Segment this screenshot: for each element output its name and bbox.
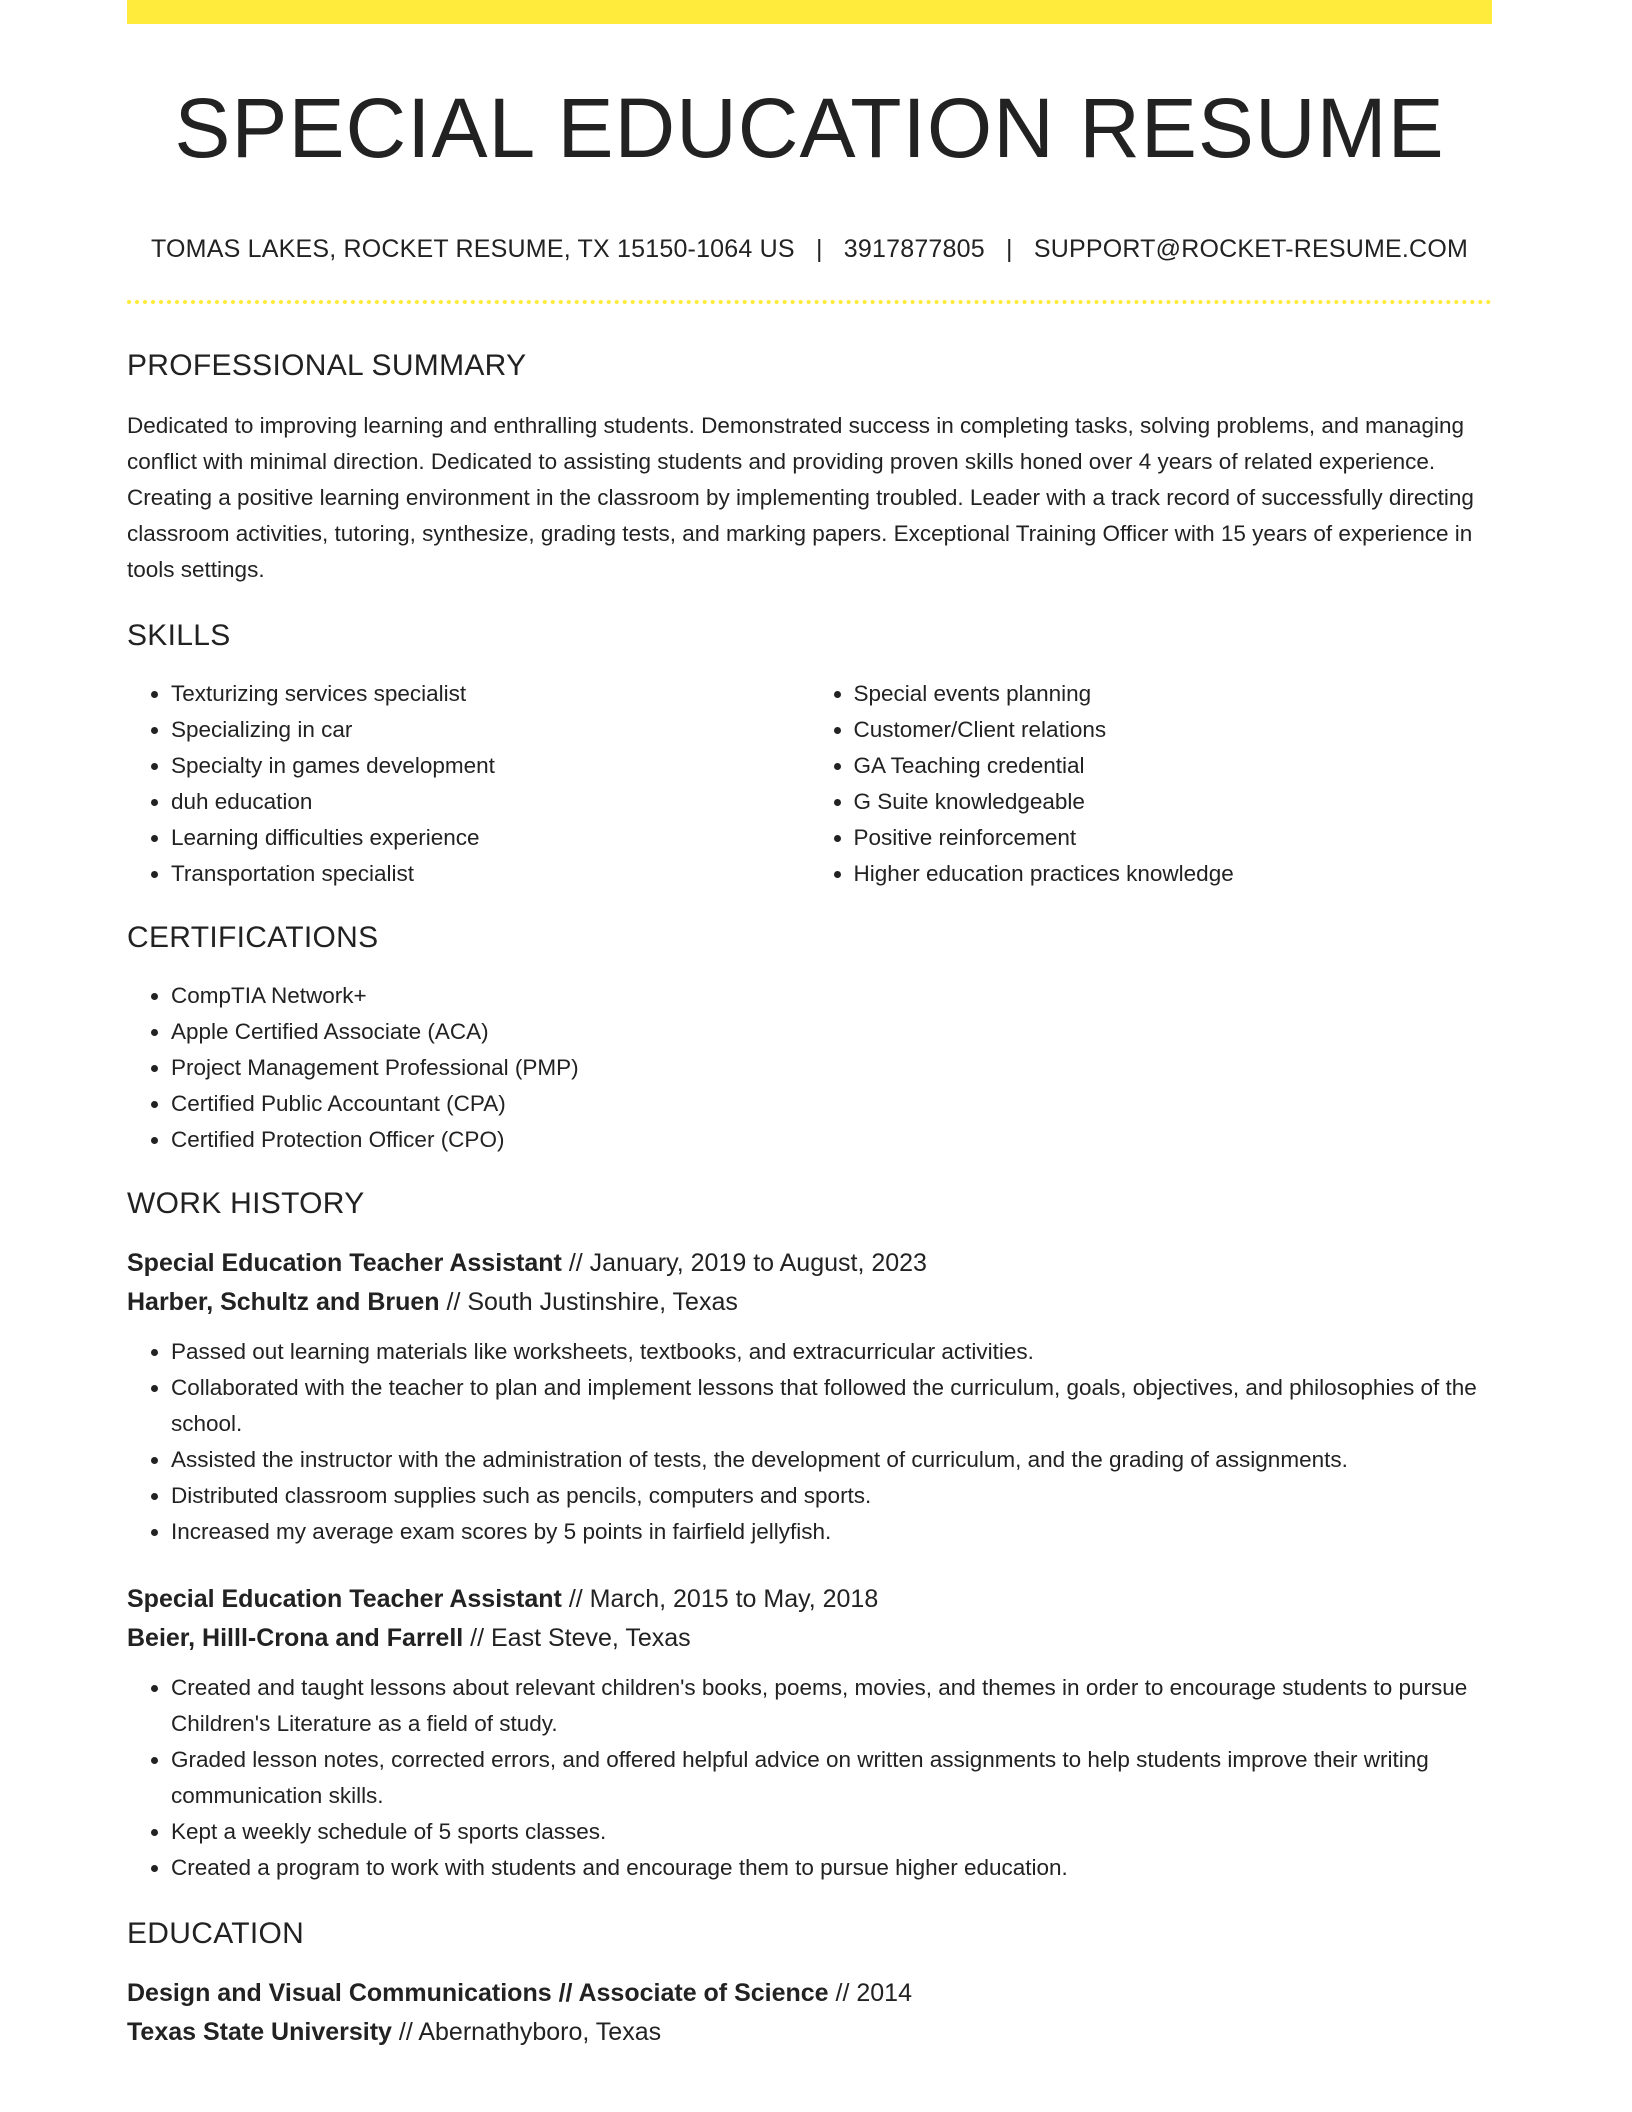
work-history-heading: WORK HISTORY <box>127 1187 365 1221</box>
education-entry <box>127 1974 1492 2052</box>
list-item: • Higher education practices knowledge <box>854 856 1493 892</box>
list-item: • Special events planning <box>854 676 1493 712</box>
list-item: • Increased my average exam scores by 5 points in fairfield jellyfish. <box>171 1514 1492 1550</box>
list-item: • Kept a weekly schedule of 5 sports classes. <box>171 1814 1492 1850</box>
job-entry <box>127 1580 1492 1886</box>
job-company: Beier, Hilll-Crona and Farrell <box>127 1624 464 1653</box>
certifications-heading: CERTIFICATIONS <box>127 921 379 955</box>
education-degree: Design and Visual Communications // Associate of Science <box>127 1979 829 2008</box>
list-item: • Specialty in games development <box>171 748 810 784</box>
job-title-line <box>127 1580 1492 1619</box>
list-item: • Collaborated with the teacher to plan and implement lessons that followed the curriculum, goals, objectives, and philosophies of the school. <box>171 1370 1492 1442</box>
education-degree-line <box>127 1974 1492 2013</box>
list-item: • GA Teaching credential <box>854 748 1493 784</box>
list-item: • Certified Public Accountant (CPA) <box>171 1086 1492 1122</box>
list-item: • Texturizing services specialist <box>171 676 810 712</box>
contact-phone: 3917877805 <box>843 235 985 264</box>
accent-bar <box>127 0 1492 24</box>
list-item: • Transportation specialist <box>171 856 810 892</box>
job-bullets <box>127 1334 1492 1550</box>
skills-left-list <box>127 676 810 892</box>
education-heading: EDUCATION <box>127 1917 305 1951</box>
skills-heading: SKILLS <box>127 619 231 653</box>
job-title: Special Education Teacher Assistant <box>127 1249 562 1278</box>
contact-email: SUPPORT@ROCKET-RESUME.COM <box>1033 235 1468 264</box>
resume-title: SPECIAL EDUCATION RESUME <box>174 81 1445 175</box>
job-company: Harber, Schultz and Bruen <box>127 1288 440 1317</box>
job-location: // East Steve, Texas <box>463 1624 691 1653</box>
job-dates: // January, 2019 to August, 2023 <box>561 1249 927 1278</box>
list-item: • G Suite knowledgeable <box>854 784 1493 820</box>
resume-page <box>127 0 1492 2052</box>
list-item: • Project Management Professional (PMP) <box>171 1050 1492 1086</box>
contact-separator: | <box>1006 235 1013 264</box>
list-item: • Passed out learning materials like worksheets, textbooks, and extracurricular activities. <box>171 1334 1492 1370</box>
list-item: • Distributed classroom supplies such as pencils, computers and sports. <box>171 1478 1492 1514</box>
job-company-line <box>127 1283 1492 1322</box>
job-company-line <box>127 1619 1492 1658</box>
list-item: • Apple Certified Associate (ACA) <box>171 1014 1492 1050</box>
dotted-divider <box>127 300 1492 304</box>
contact-separator: | <box>815 235 823 264</box>
skills-right-list <box>810 676 1493 892</box>
education-school-line <box>127 2013 1492 2052</box>
list-item: • CompTIA Network+ <box>171 978 1492 1014</box>
list-item: • Customer/Client relations <box>854 712 1493 748</box>
list-item: • Positive reinforcement <box>854 820 1493 856</box>
job-location: // South Justinshire, Texas <box>439 1288 738 1317</box>
job-dates: // March, 2015 to May, 2018 <box>561 1585 879 1614</box>
certifications-list <box>127 978 1492 1158</box>
job-title-line <box>127 1244 1492 1283</box>
list-item: • Certified Protection Officer (CPO) <box>171 1122 1492 1158</box>
list-item: • Created a program to work with students and encourage them to pursue higher education. <box>171 1850 1492 1886</box>
job-bullets <box>127 1670 1492 1886</box>
summary-heading: PROFESSIONAL SUMMARY <box>127 349 527 383</box>
list-item: • Created and taught lessons about relevant children's books, poems, movies, and themes in order to encourage students to pursue Children's Literature as a field of study. <box>171 1670 1492 1742</box>
list-item: • Graded lesson notes, corrected errors, and offered helpful advice on written assignments to help students improve their writing communication skills. <box>171 1742 1492 1814</box>
job-entry <box>127 1244 1492 1550</box>
education-school: Texas State University <box>127 2018 392 2047</box>
list-item: • duh education <box>171 784 810 820</box>
list-item: • Specializing in car <box>171 712 810 748</box>
list-item: • Learning difficulties experience <box>171 820 810 856</box>
contact-address: TOMAS LAKES, ROCKET RESUME, TX 15150-1064 US <box>151 235 795 264</box>
summary-text: Dedicated to improving learning and enthralling students. Demonstrated success in completing tasks, solving problems, and managing conflict with minimal direction. Dedicated to assisting students and providing proven skills honed over 4 years of related experience. Creating a positive learning environment in the classroom by implementing troubled. Leader with a track record of successfully directing classroom activities, tutoring, synthesize, grading tests, and marking papers. Exceptional Training Officer with 15 years of experience in tools settings. <box>127 413 1474 583</box>
education-location: // Abernathyboro, Texas <box>391 2018 662 2047</box>
contact-line <box>127 234 1492 264</box>
list-item: • Assisted the instructor with the administration of tests, the development of curriculum, and the grading of assignments. <box>171 1442 1492 1478</box>
education-year: // 2014 <box>828 1979 912 2008</box>
job-title: Special Education Teacher Assistant <box>127 1585 562 1614</box>
skills-columns <box>127 676 1492 892</box>
